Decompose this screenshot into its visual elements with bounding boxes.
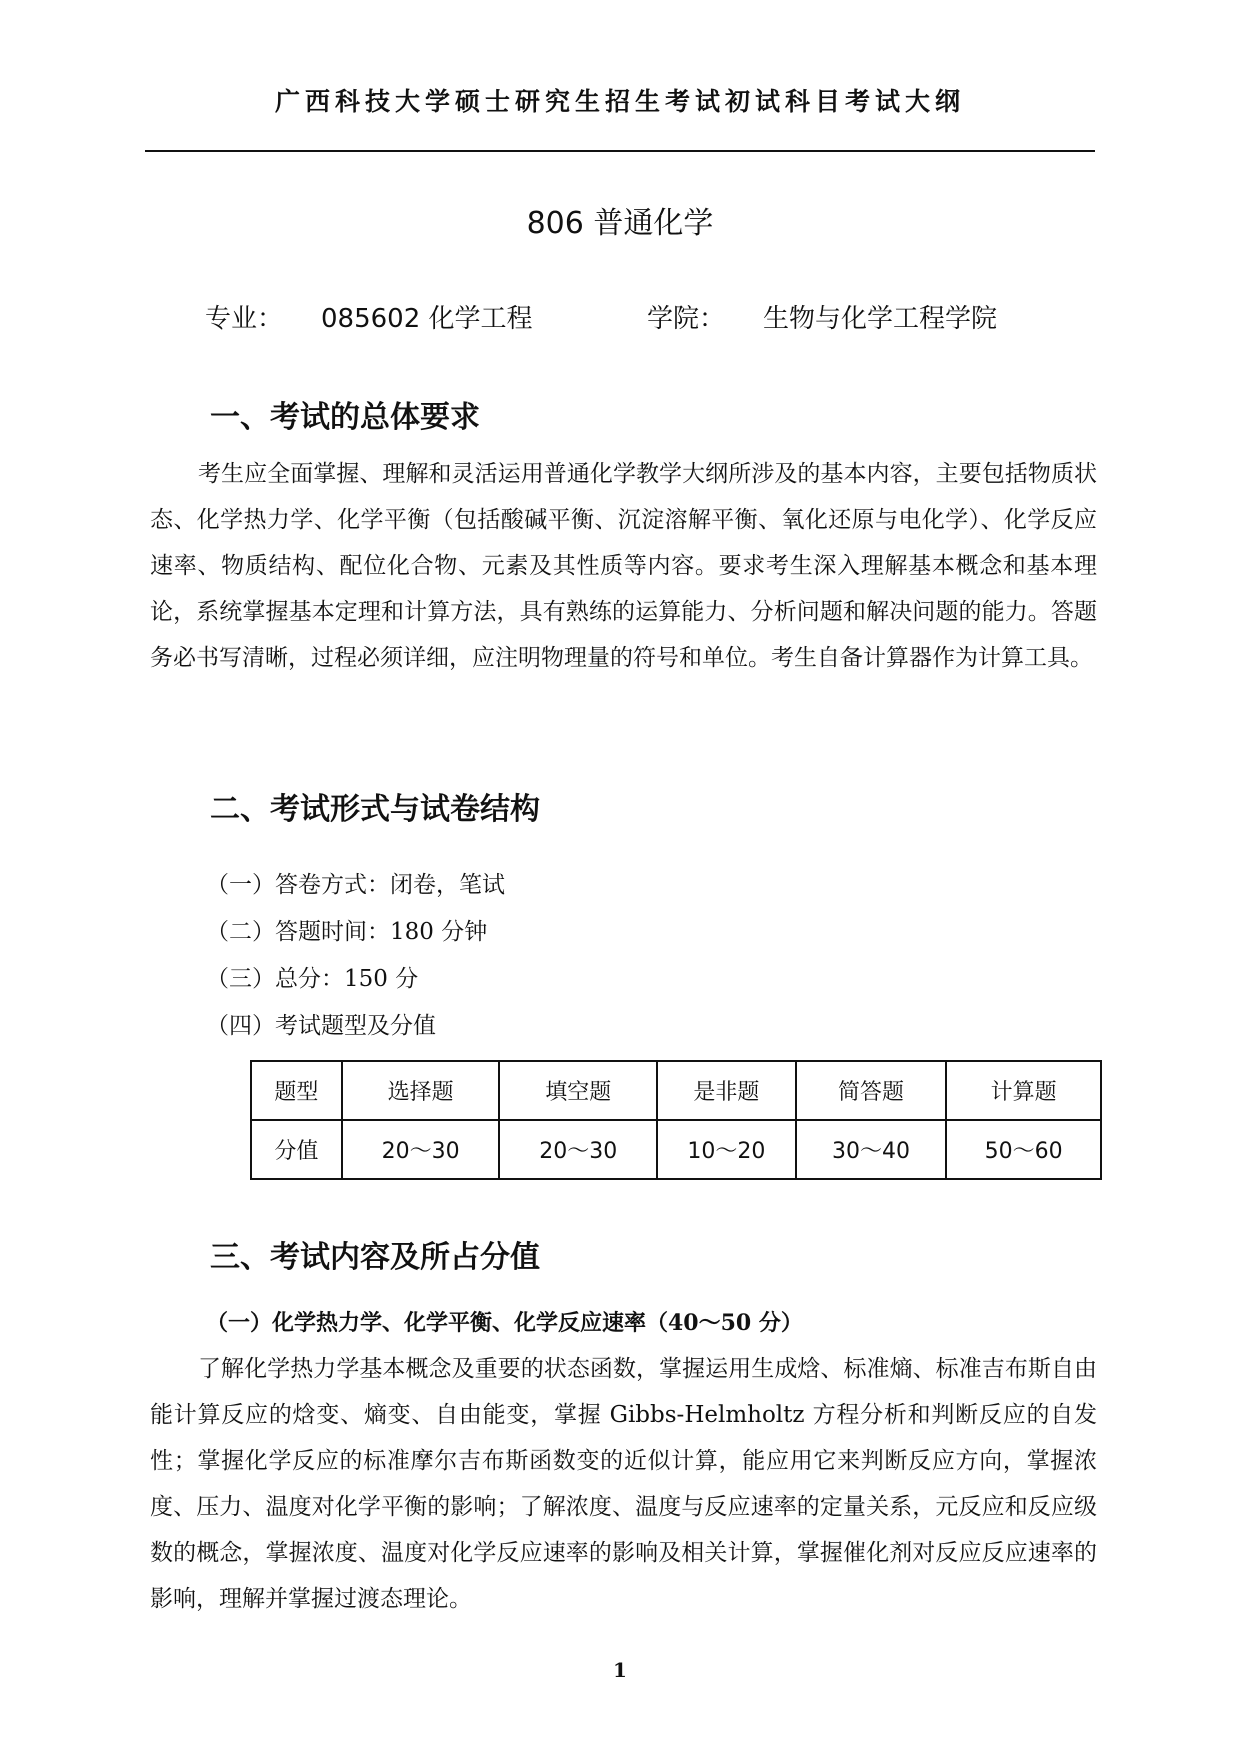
table-cell: 简答题 (796, 1061, 947, 1120)
running-header: 广西科技大学硕士研究生招生考试初试科目考试大纲 (274, 87, 965, 116)
exam-duration-item: （二）答题时间：180 分钟 (206, 919, 488, 945)
college-field (647, 298, 997, 335)
table-cell: 计算题 (946, 1061, 1101, 1120)
question-types-item: （四）考试题型及分值 (206, 1013, 436, 1039)
table-cell: 填空题 (499, 1061, 657, 1120)
table-cell: 是非题 (657, 1061, 796, 1120)
table-cell: 20～30 (342, 1120, 500, 1179)
table-cell: 分值 (251, 1120, 342, 1179)
major-field (205, 298, 533, 335)
section3-subheading: （一）化学热力学、化学平衡、化学反应速率（40～50 分） (206, 1310, 803, 1336)
table-cell: 10～20 (657, 1120, 796, 1179)
major-value: 085602 化学工程 (321, 304, 533, 334)
major-label: 专业： (205, 304, 284, 334)
section3-body: 了解化学热力学基本概念及重要的状态函数，掌握运用生成焓、标准熵、标准吉布斯自由能计算反应的焓变、熵变、自由能变，掌握 Gibbs-Helmholtz 方程分析和判断反应的自发性；掌握化学反应的标准摩尔吉布斯函数变的近似计算，能应用它来判断反应方向，掌握浓度、压力、温度对化学平衡的影响；了解浓度、温度与反应速率的定量关系，元反应和反应级数的概念，掌握浓度、温度对化学反应速率的影响及相关计算，掌握催化剂对反应反应速率的影响，理解并掌握过渡态理论。 (150, 1356, 1097, 1612)
college-label: 学院： (647, 304, 726, 334)
header-rule (145, 150, 1095, 152)
college-value: 生物与化学工程学院 (763, 304, 998, 334)
table-cell: 30～40 (796, 1120, 947, 1179)
score-table (250, 1060, 1102, 1180)
page-number: 1 (613, 1658, 627, 1682)
table-cell: 50～60 (946, 1120, 1101, 1179)
section1-body: 考生应全面掌握、理解和灵活运用普通化学教学大纲所涉及的基本内容，主要包括物质状态、化学热力学、化学平衡（包括酸碱平衡、沉淀溶解平衡、氧化还原与电化学）、化学反应速率、物质结构、配位化合物、元素及其性质等内容。要求考生深入理解基本概念和基本理论，系统掌握基本定理和计算方法，具有熟练的运算能力、分析问题和解决问题的能力。答题务必书写清晰，过程必须详细，应注明物理量的符号和单位。考生自备计算器作为计算工具。 (150, 461, 1097, 671)
section1-heading: 一、考试的总体要求 (210, 400, 480, 435)
section2-heading: 二、考试形式与试卷结构 (210, 792, 540, 827)
document-title: 806 普通化学 (526, 206, 714, 241)
table-cell: 20～30 (499, 1120, 657, 1179)
score-table-header-row (251, 1061, 1101, 1120)
section3-heading: 三、考试内容及所占分值 (210, 1240, 540, 1275)
score-table-value-row (251, 1120, 1101, 1179)
table-cell: 选择题 (342, 1061, 500, 1120)
exam-mode-item: （一）答卷方式：闭卷，笔试 (206, 872, 505, 898)
table-cell: 题型 (251, 1061, 342, 1120)
total-score-item: （三）总分：150 分 (206, 966, 419, 992)
